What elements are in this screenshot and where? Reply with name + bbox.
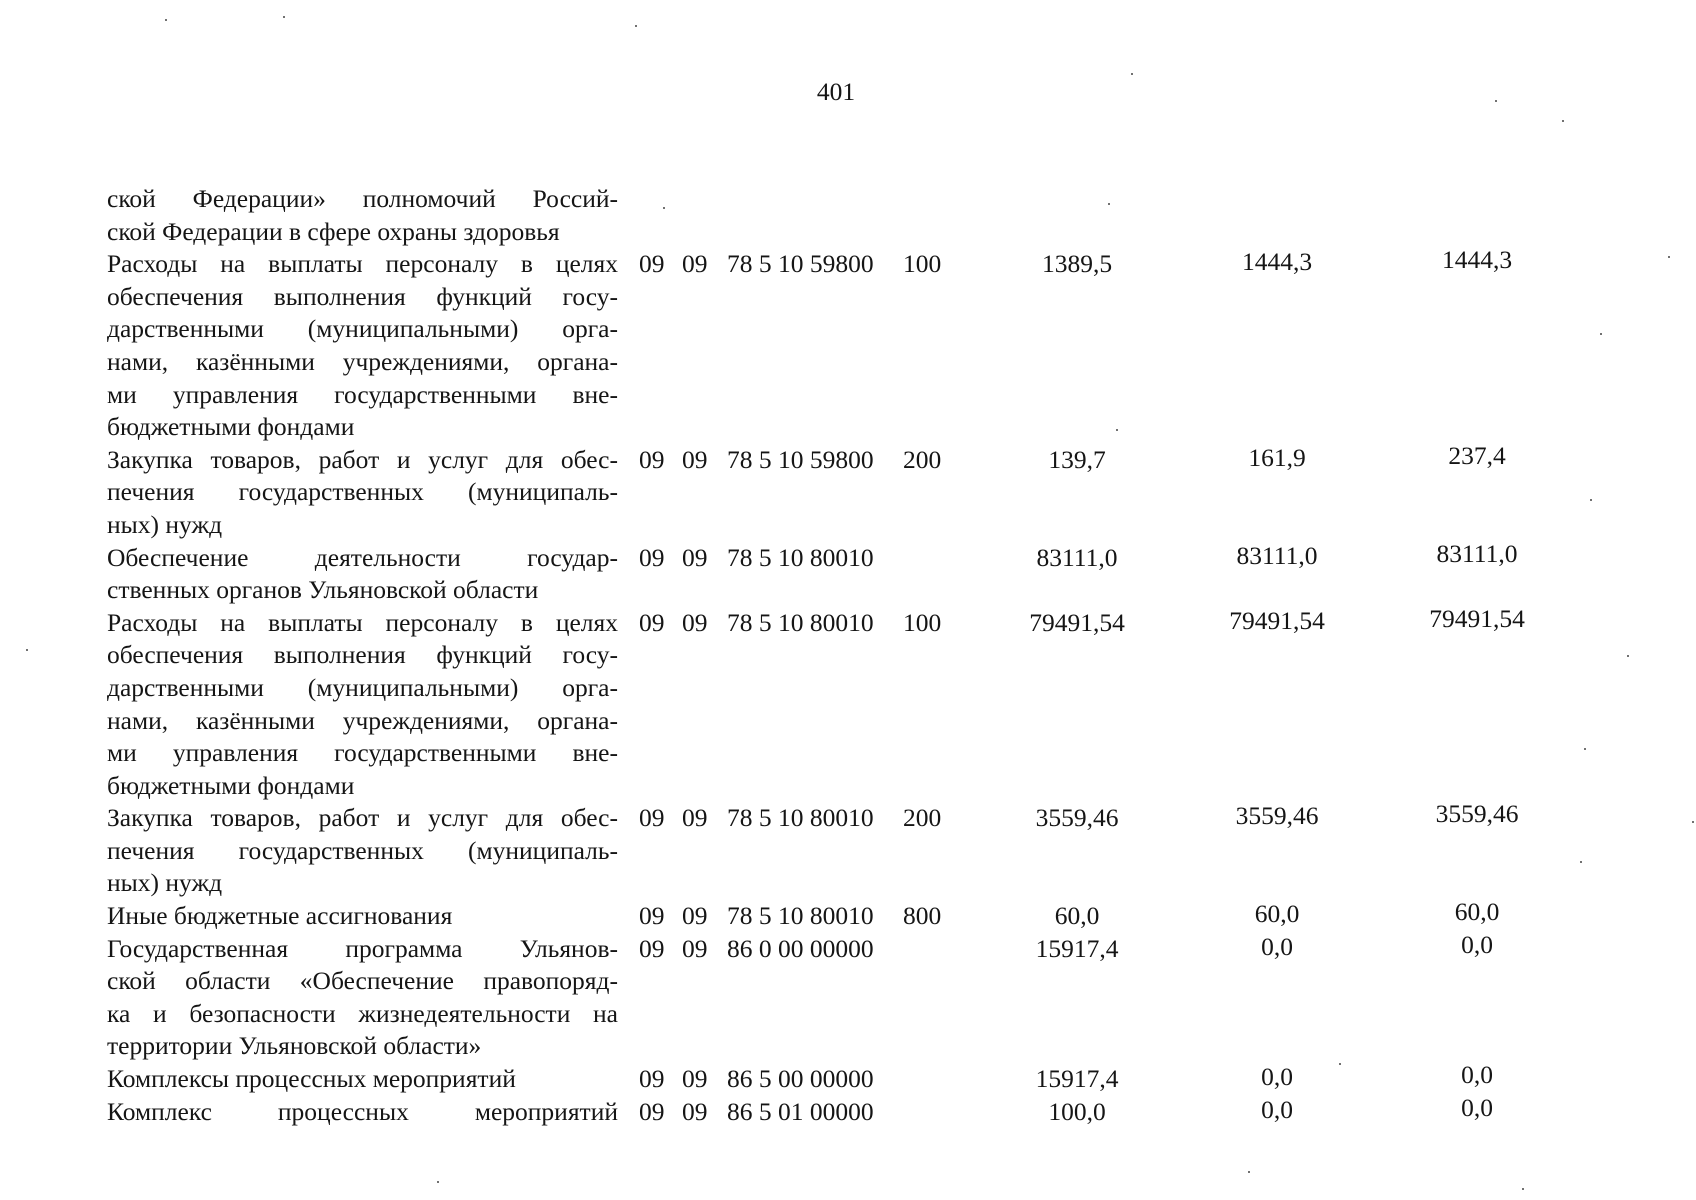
description-line: обеспечения выполнения функций госу-	[107, 640, 618, 670]
amount-year-3: 237,4	[1448, 440, 1506, 470]
scan-speck	[1116, 429, 1118, 431]
expense-type-code: 800	[903, 901, 942, 931]
scan-speck	[1580, 861, 1582, 863]
amount-year-3: 0,0	[1461, 1092, 1493, 1122]
section-code: 09	[639, 933, 665, 963]
scan-speck	[283, 16, 285, 18]
description-line: дарственными (муниципальными) орга-	[107, 672, 618, 702]
amount-year-2: 3559,46	[1235, 801, 1319, 831]
description-line: ми управления государственными вне-	[107, 379, 618, 409]
scan-speck	[1495, 100, 1497, 102]
amount-year-3: 79491,54	[1429, 603, 1525, 633]
table-row	[107, 440, 1587, 542]
target-article-code: 78 5 10 80010	[727, 803, 874, 833]
amount-year-1: 15917,4	[1035, 1064, 1119, 1094]
description-line: обеспечения выполнения функций госу-	[107, 281, 618, 311]
row-description	[107, 542, 618, 607]
scan-speck	[165, 19, 167, 21]
budget-table	[107, 183, 1587, 1128]
table-row	[107, 897, 1587, 933]
amount-year-3: 1444,3	[1441, 245, 1513, 275]
table-row	[107, 538, 1587, 607]
description-line: нами, казёнными учреждениями, органа-	[107, 346, 618, 376]
subsection-code: 09	[682, 607, 708, 637]
expense-type-code: 100	[903, 607, 942, 637]
amount-year-1: 100,0	[1048, 1096, 1106, 1126]
target-article-code: 78 5 10 59800	[727, 444, 874, 474]
scan-speck	[1108, 203, 1110, 205]
amount-year-3: 3559,46	[1435, 799, 1519, 829]
scan-speck	[1248, 1171, 1250, 1173]
scan-speck	[437, 1181, 439, 1183]
amount-year-2: 0,0	[1261, 1094, 1293, 1124]
subsection-code: 09	[682, 1064, 708, 1094]
description-line: ской Федерации» полномочий Россий-	[107, 184, 618, 213]
amount-year-3: 0,0	[1461, 1060, 1493, 1090]
section-code: 09	[639, 249, 665, 279]
section-code: 09	[639, 1096, 665, 1126]
target-article-code: 78 5 10 80010	[727, 607, 874, 637]
row-description	[107, 1063, 618, 1096]
table-row	[107, 183, 1587, 248]
row-description	[107, 900, 618, 933]
section-code: 09	[639, 1064, 665, 1094]
row-description	[107, 183, 618, 248]
subsection-code: 09	[682, 803, 708, 833]
description-line: печения государственных (муниципаль-	[107, 835, 618, 865]
description-line: Закупка товаров, работ и услуг для обес-	[107, 803, 618, 833]
description-line: Иные бюджетные ассигнования	[107, 901, 453, 931]
description-line: ка и безопасности жизнедеятельности на	[107, 998, 618, 1028]
scan-speck	[1668, 256, 1670, 258]
scan-speck	[1562, 120, 1564, 122]
scan-speck	[635, 25, 637, 27]
description-line: нами, казёнными учреждениями, органа-	[107, 705, 618, 735]
subsection-code: 09	[682, 249, 708, 279]
description-line: ской области «Обеспечение правопоряд-	[107, 966, 618, 996]
expense-type-code: 200	[903, 803, 942, 833]
row-description	[107, 933, 618, 1063]
description-line: Обеспечение деятельности государ-	[107, 542, 618, 572]
amount-year-1: 83111,0	[1036, 542, 1118, 572]
amount-year-3: 60,0	[1454, 897, 1500, 927]
scan-speck	[1590, 499, 1592, 501]
scan-speck	[1131, 73, 1133, 75]
description-line: Закупка товаров, работ и услуг для обес-	[107, 444, 618, 474]
scan-speck	[1339, 1063, 1341, 1065]
row-description	[107, 802, 618, 900]
description-line: ных) нужд	[107, 868, 223, 898]
amount-year-1: 1389,5	[1041, 249, 1113, 279]
target-article-code: 78 5 10 80010	[727, 901, 874, 931]
row-description	[107, 607, 618, 803]
row-description	[107, 444, 618, 542]
scan-speck	[1584, 748, 1586, 750]
scan-speck	[1522, 1188, 1524, 1190]
description-line: территории Ульяновской области»	[107, 1031, 482, 1061]
scan-speck	[1600, 333, 1602, 335]
description-line: Комплексы процессных мероприятий	[107, 1064, 516, 1094]
amount-year-1: 3559,46	[1035, 803, 1119, 833]
table-row	[107, 1092, 1587, 1129]
amount-year-2: 83111,0	[1236, 540, 1318, 570]
section-code: 09	[639, 607, 665, 637]
row-description	[107, 1096, 618, 1129]
subsection-code: 09	[682, 1096, 708, 1126]
section-code: 09	[639, 542, 665, 572]
amount-year-2: 0,0	[1261, 1062, 1293, 1092]
table-row	[107, 929, 1587, 1063]
target-article-code: 86 5 01 00000	[727, 1096, 874, 1126]
amount-year-2: 79491,54	[1229, 605, 1325, 635]
amount-year-1: 60,0	[1054, 901, 1100, 931]
amount-year-2: 161,9	[1248, 442, 1306, 472]
amount-year-2: 0,0	[1261, 931, 1293, 961]
amount-year-1: 15917,4	[1035, 933, 1119, 963]
expense-type-code: 200	[903, 444, 942, 474]
row-description	[107, 248, 618, 444]
description-line: бюджетными фондами	[107, 770, 355, 800]
target-article-code: 86 5 00 00000	[727, 1064, 874, 1094]
subsection-code: 09	[682, 444, 708, 474]
section-code: 09	[639, 901, 665, 931]
amount-year-1: 139,7	[1048, 444, 1106, 474]
description-line: ных) нужд	[107, 509, 223, 539]
description-line: Расходы на выплаты персоналу в целях	[107, 249, 618, 279]
amount-year-2: 1444,3	[1241, 247, 1313, 277]
subsection-code: 09	[682, 542, 708, 572]
description-line: бюджетными фондами	[107, 412, 355, 442]
description-line: дарственными (муниципальными) орга-	[107, 314, 618, 344]
subsection-code: 09	[682, 901, 708, 931]
amount-year-1: 79491,54	[1029, 607, 1125, 637]
target-article-code: 86 0 00 00000	[727, 933, 874, 963]
subsection-code: 09	[682, 933, 708, 963]
scan-speck	[1692, 821, 1694, 823]
table-row	[107, 1060, 1587, 1096]
table-row	[107, 603, 1587, 803]
description-line: Государственная программа Ульянов-	[107, 933, 618, 963]
amount-year-3: 0,0	[1461, 929, 1493, 959]
amount-year-3: 83111,0	[1436, 538, 1518, 568]
page-number: 401	[816, 77, 856, 106]
expense-type-code: 100	[903, 249, 942, 279]
target-article-code: 78 5 10 80010	[727, 542, 874, 572]
target-article-code: 78 5 10 59800	[727, 249, 874, 279]
table-row	[107, 799, 1587, 900]
amount-year-2: 60,0	[1254, 899, 1300, 929]
section-code: 09	[639, 444, 665, 474]
description-line: ской Федерации в сфере охраны здоровья	[107, 216, 560, 246]
description-line: печения государственных (муниципаль-	[107, 477, 618, 507]
table-row	[107, 245, 1587, 444]
description-line: ственных органов Ульяновской области	[107, 575, 539, 605]
scan-speck	[26, 649, 28, 651]
description-line: ми управления государственными вне-	[107, 738, 618, 768]
section-code: 09	[639, 803, 665, 833]
description-line: Комплекс процессных мероприятий	[107, 1096, 618, 1126]
description-line: Расходы на выплаты персоналу в целях	[107, 607, 618, 637]
scan-speck	[1627, 655, 1629, 657]
scan-speck	[663, 207, 665, 209]
